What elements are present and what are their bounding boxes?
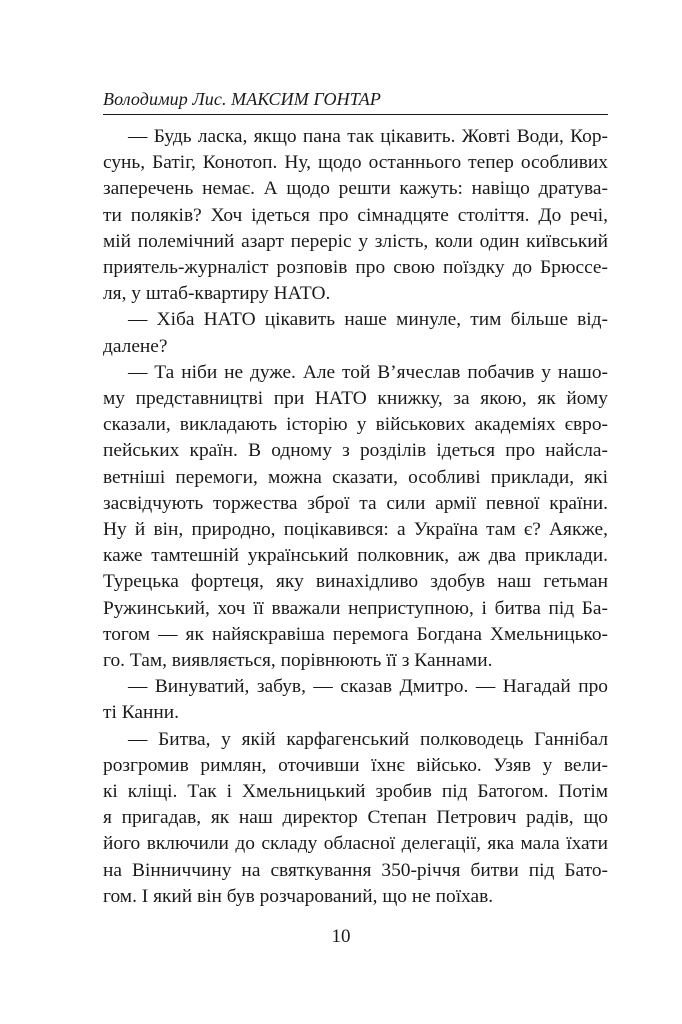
header-rule	[103, 114, 608, 115]
text-line: ти поляків? Хоч ідеться про сімнадцяте століття. До речі,	[103, 204, 608, 226]
text-line: го. Там, виявляється, порівнюють її з Каннами.	[103, 650, 493, 672]
text-line: ля, у штаб-квартиру НАТО.	[103, 283, 331, 305]
text-line: гом. І який він був розчарований, що не поїхав.	[103, 885, 494, 907]
text-line: розгромив римлян, оточивши їхнє військо. Узяв у вели-	[103, 754, 608, 776]
text-line: далене?	[103, 335, 168, 357]
text-line: Турецька фортеця, яку винахідливо здобув наш гетьман	[103, 571, 608, 593]
text-line: ветніші перемоги, можна сказати, особливі приклади, які	[103, 466, 608, 488]
text-line: му представництві при НАТО книжку, за якою, як йому	[103, 388, 608, 410]
running-header: Володимир Лис. МАКСИМ ГОНТАР	[103, 89, 381, 109]
text-line: Ну й він, природно, поцікавився: а Україна там є? Аякже,	[103, 519, 608, 541]
text-line: каже тамтешній український полковник, аж два приклади.	[103, 545, 608, 567]
text-line: тогом — як найяскравіша перемога Богдана Хмельницько-	[103, 623, 608, 645]
text-line: Ружинський, хоч її вважали неприступною, і битва під Ба-	[103, 597, 608, 619]
text-line: пейських країн. В одному з розділів ідеться про найсла-	[103, 440, 608, 462]
text-line: кі кліщі. Так і Хмельницький зробив під Батогом. Потім	[103, 781, 608, 803]
text-line: на Вінниччину на святкування 350-річчя битви під Бато-	[103, 859, 608, 881]
text-line: заперечень немає. А щодо решти кажуть: навіщо дратува-	[103, 178, 608, 200]
text-line: засвідчують торжества зброї та сили армії певної країни.	[103, 492, 608, 514]
text-line: ті Канни.	[103, 702, 179, 724]
text-line: сунь, Батіг, Конотоп. Ну, щодо останнього тепер особливих	[103, 152, 608, 174]
text-line: я пригадав, як наш директор Степан Петрович радів, що	[103, 807, 608, 829]
text-line: — Винуватий, забув, — сказав Дмитро. — Нагадай про	[128, 676, 608, 698]
text-line: — Будь ласка, якщо пана так цікавить. Жовті Води, Кор-	[128, 126, 608, 147]
text-line: сказали, викладають історію у військових академіях євро-	[103, 414, 608, 436]
text-line: — Хіба НАТО цікавить наше минуле, тим більше від-	[128, 309, 608, 331]
text-line: мій полемічний азарт переріс у злість, коли один київський	[103, 230, 608, 252]
text-line: — Битва, у якій карфагенський полководець Ганнібал	[128, 728, 608, 750]
page-number: 10	[331, 926, 351, 947]
body-text	[103, 124, 608, 910]
text-line: його включили до складу обласної делегації, яка мала їхати	[103, 833, 608, 855]
text-line: — Та ніби не дуже. Але той В’ячеслав побачив у нашо-	[128, 361, 608, 383]
text-line: приятель-журналіст розповів про свою поїздку до Брюссе-	[103, 257, 608, 279]
